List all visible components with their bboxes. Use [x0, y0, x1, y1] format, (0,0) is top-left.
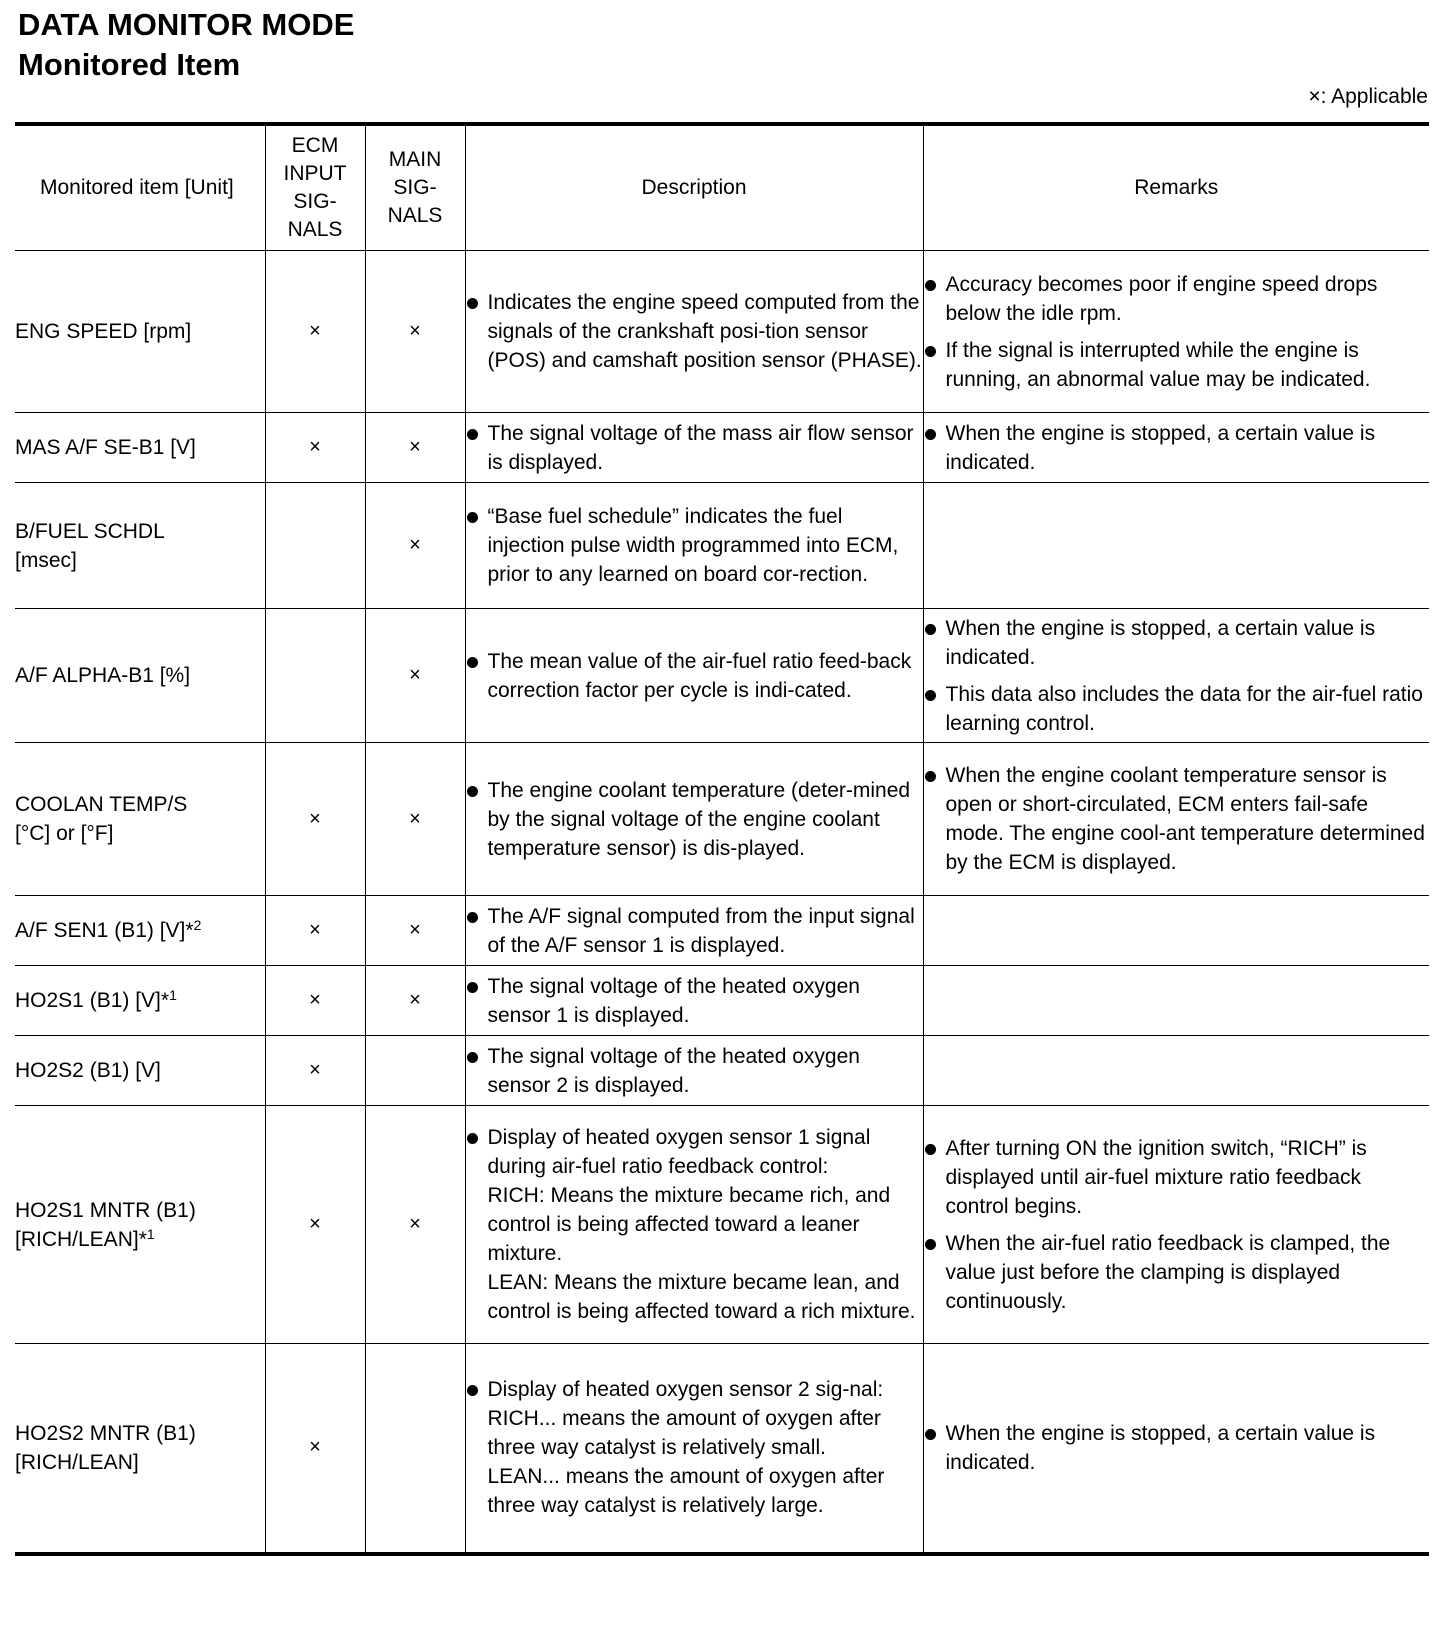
remarks-bullets	[924, 1419, 1430, 1477]
description-text: The signal voltage of the heated oxygen sensor 1 is displayed.	[487, 974, 860, 1027]
description-cell	[465, 743, 923, 896]
description-bullets	[466, 1123, 923, 1326]
description-text: The engine coolant temperature (deter-mined by the signal voltage of the engine coolant temperature sensor) is dis-played.	[487, 778, 911, 860]
monitored-item-line: HO2S2 MNTR (B1)	[15, 1421, 196, 1445]
applicable-legend: ×: Applicable	[1308, 85, 1428, 108]
main-signal-mark: ×	[365, 251, 465, 413]
description-bullets	[466, 972, 923, 1030]
monitored-item-line: HO2S1 (B1) [V]*$^1$	[15, 987, 177, 1012]
remark-bullet: If the signal is interrupted while the engine is running, an abnormal value may be indicated.	[924, 336, 1430, 394]
description-cell	[465, 896, 923, 966]
remarks-cell	[923, 413, 1429, 483]
monitored-item-cell	[15, 609, 265, 743]
monitored-item-line: [RICH/LEAN]*$^1$	[15, 1225, 155, 1251]
monitored-item-table	[15, 122, 1429, 1556]
description-text: “Base fuel schedule” indicates the fuel injection pulse width programmed into ECM, prior to any learned on board cor-rection.	[487, 505, 899, 586]
remarks-bullets	[924, 614, 1430, 738]
ecm-input-mark	[265, 483, 365, 609]
description-bullets	[466, 288, 923, 375]
table-row	[15, 413, 1429, 483]
header-remarks: Remarks	[923, 124, 1429, 251]
monitored-item-cell	[15, 743, 265, 896]
remark-bullet: When the air-fuel ratio feedback is clamped, the value just before the clamping is displayed continuously.	[924, 1229, 1430, 1316]
description-bullets	[466, 902, 923, 960]
monitored-item-cell	[15, 966, 265, 1036]
ecm-input-mark: ×	[265, 413, 365, 483]
description-text: The A/F signal computed from the input signal of the A/F sensor 1 is displayed.	[487, 904, 915, 957]
remarks-cell	[923, 251, 1429, 413]
description-bullet	[466, 647, 923, 705]
remarks-cell	[923, 1106, 1429, 1344]
description-bullet	[466, 288, 923, 375]
monitored-item-line: B/FUEL SCHDL	[15, 519, 165, 543]
description-text: LEAN... means the amount of oxygen after three way catalyst is relatively large.	[487, 1465, 885, 1518]
ecm-input-mark: ×	[265, 1344, 365, 1554]
remarks-cell	[923, 483, 1429, 609]
description-bullets	[466, 1042, 923, 1100]
description-cell	[465, 483, 923, 609]
remark-bullet: When the engine is stopped, a certain value is indicated.	[924, 614, 1430, 672]
ecm-input-mark	[265, 609, 365, 743]
table-row	[15, 966, 1429, 1036]
page-title: DATA MONITOR MODE	[18, 7, 355, 42]
remark-bullet: When the engine is stopped, a certain value is indicated.	[924, 419, 1430, 477]
footnote-marker: 1	[146, 1225, 155, 1242]
description-text: The signal voltage of the mass air flow sensor is displayed.	[487, 421, 914, 474]
remarks-bullets	[924, 419, 1430, 477]
main-signal-mark: ×	[365, 483, 465, 609]
header-ecm-input-signals: ECM INPUT SIG- NALS	[265, 124, 365, 251]
description-text: The mean value of the air-fuel ratio feed-back correction factor per cycle is indi-cated.	[487, 649, 912, 702]
description-text: RICH: Means the mixture became rich, and control is being affected toward a leaner mixture.	[487, 1184, 891, 1265]
main-signal-mark	[365, 1344, 465, 1554]
header-main-signals: MAIN SIG- NALS	[365, 124, 465, 251]
description-bullet	[466, 419, 923, 477]
main-signal-mark: ×	[365, 1106, 465, 1344]
monitored-item-line: COOLAN TEMP/S	[15, 793, 188, 816]
description-bullets	[466, 647, 923, 705]
header-row	[15, 124, 1429, 251]
table-row	[15, 1106, 1429, 1344]
description-text: The signal voltage of the heated oxygen sensor 2 is displayed.	[487, 1044, 860, 1097]
description-cell	[465, 1106, 923, 1344]
description-bullet	[466, 972, 923, 1030]
remarks-bullets	[924, 1134, 1430, 1316]
main-signal-mark: ×	[365, 743, 465, 896]
remarks-bullets	[924, 761, 1430, 877]
remarks-cell	[923, 1036, 1429, 1106]
description-cell	[465, 1036, 923, 1106]
monitored-item-line: [°C] or [°F]	[15, 822, 114, 845]
monitored-item-line: [msec]	[15, 548, 77, 572]
table-row	[15, 1344, 1429, 1554]
description-cell	[465, 966, 923, 1036]
table-row	[15, 896, 1429, 966]
monitored-item-line: A/F ALPHA-B1 [%]	[15, 664, 191, 687]
header-description: Description	[465, 124, 923, 251]
remark-bullet: Accuracy becomes poor if engine speed drops below the idle rpm.	[924, 270, 1430, 328]
monitored-item-cell	[15, 483, 265, 609]
main-signal-mark: ×	[365, 966, 465, 1036]
table-row	[15, 251, 1429, 413]
remark-bullet: This data also includes the data for the air-fuel ratio learning control.	[924, 680, 1430, 738]
monitored-item-line: MAS A/F SE-B1 [V]	[15, 436, 196, 459]
section-subtitle: Monitored Item	[18, 47, 241, 82]
main-signal-mark	[365, 1036, 465, 1106]
remarks-cell	[923, 1344, 1429, 1554]
table-row	[15, 483, 1429, 609]
monitored-item-line: [RICH/LEAN]	[15, 1450, 139, 1474]
description-text: LEAN: Means the mixture became lean, and control is being affected toward a rich mixture.	[487, 1271, 916, 1323]
description-text: Display of heated oxygen sensor 1 signal during air-fuel ratio feedback control:	[487, 1126, 871, 1178]
description-bullet	[466, 1375, 923, 1520]
description-cell	[465, 609, 923, 743]
description-bullets	[466, 1375, 923, 1520]
ecm-input-mark: ×	[265, 896, 365, 966]
remarks-bullets	[924, 270, 1430, 394]
monitored-item-line: HO2S1 MNTR (B1)	[15, 1198, 196, 1222]
ecm-input-mark: ×	[265, 1036, 365, 1106]
main-signal-mark: ×	[365, 609, 465, 743]
ecm-input-mark: ×	[265, 251, 365, 413]
remark-bullet: When the engine is stopped, a certain value is indicated.	[924, 1419, 1430, 1477]
table-row	[15, 1036, 1429, 1106]
table-row	[15, 609, 1429, 743]
remarks-cell	[923, 743, 1429, 896]
monitored-item-line: A/F SEN1 (B1) [V]*$^2$	[15, 917, 202, 942]
header-monitored-item: Monitored item [Unit]	[15, 124, 265, 251]
monitored-item-cell	[15, 1106, 265, 1344]
description-bullet	[466, 902, 923, 960]
main-signal-mark: ×	[365, 896, 465, 966]
description-cell	[465, 413, 923, 483]
monitored-item-line: HO2S2 (B1) [V]	[15, 1059, 161, 1082]
table-row	[15, 743, 1429, 896]
description-bullets	[466, 502, 923, 589]
remarks-cell	[923, 896, 1429, 966]
description-cell	[465, 1344, 923, 1554]
description-text: Indicates the engine speed computed from the signals of the crankshaft posi-tion sensor (POS) and camshaft position sensor (PHASE).	[487, 291, 922, 372]
footnote-marker: 1	[169, 987, 177, 1003]
monitored-item-cell	[15, 413, 265, 483]
description-bullet	[466, 1123, 923, 1326]
ecm-input-mark: ×	[265, 1106, 365, 1344]
description-bullet	[466, 776, 923, 863]
description-cell	[465, 251, 923, 413]
monitored-item-cell	[15, 251, 265, 413]
ecm-input-mark: ×	[265, 743, 365, 896]
description-text: RICH... means the amount of oxygen after three way catalyst is relatively small.	[487, 1407, 881, 1460]
remarks-cell	[923, 609, 1429, 743]
description-bullet	[466, 502, 923, 589]
ecm-input-mark: ×	[265, 966, 365, 1036]
description-bullets	[466, 776, 923, 863]
footnote-marker: 2	[193, 917, 202, 933]
description-text: Display of heated oxygen sensor 2 sig-nal:	[487, 1378, 884, 1402]
main-signal-mark: ×	[365, 413, 465, 483]
remarks-cell	[923, 966, 1429, 1036]
description-bullets	[466, 419, 923, 477]
remark-bullet: When the engine coolant temperature sensor is open or short-circulated, ECM enters fail-safe mode. The engine cool-ant temperature determined by the ECM is displayed.	[924, 761, 1430, 877]
remark-bullet: After turning ON the ignition switch, “RICH” is displayed until air-fuel mixture ratio feedback control begins.	[924, 1134, 1430, 1221]
monitored-item-cell	[15, 1036, 265, 1106]
monitored-item-cell	[15, 896, 265, 966]
monitored-item-cell	[15, 1344, 265, 1554]
description-bullet	[466, 1042, 923, 1100]
monitored-item-line: ENG SPEED [rpm]	[15, 320, 192, 343]
